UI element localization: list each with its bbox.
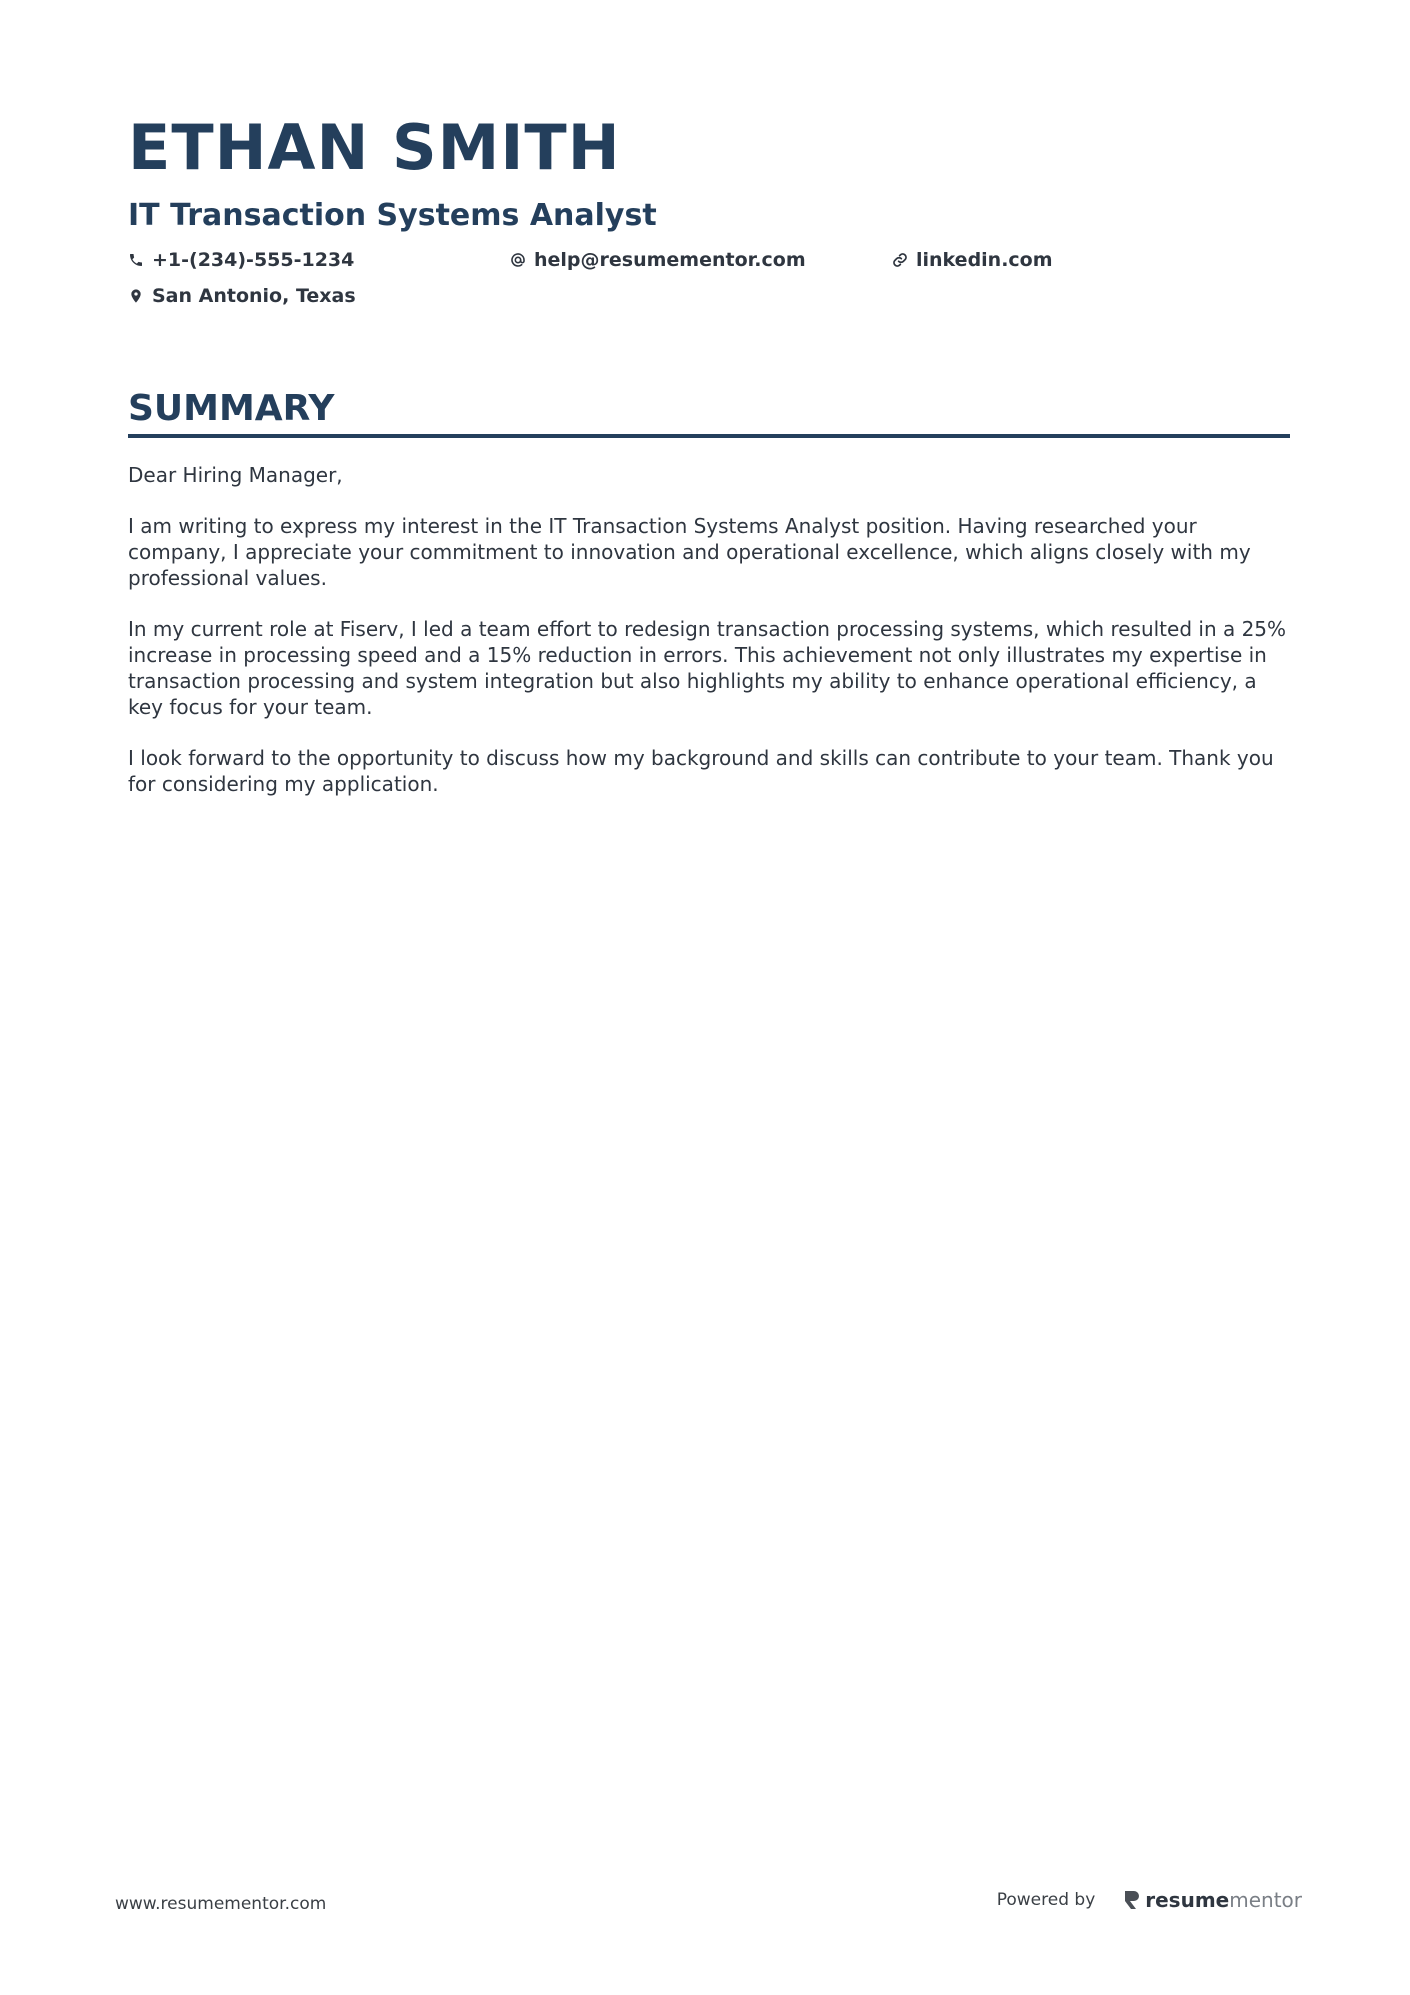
powered-by-label: Powered by (996, 1890, 1096, 1910)
at-icon (510, 252, 526, 268)
body-paragraph: I am writing to express my interest in the IT Transaction Systems Analyst position. Having researched your company, I appreciate your commitment to innovation and operational excellence, which aligns closely with my professional values. (128, 514, 1251, 590)
brand-name-bold: resume (1145, 1888, 1230, 1912)
job-title: IT Transaction Systems Analyst (128, 198, 657, 233)
body-paragraph: I look forward to the opportunity to discuss how my background and skills can contribute to your team. Thank you for considering my application. (128, 746, 1274, 796)
section-divider (128, 434, 1290, 438)
brand-logo[interactable] (1123, 1888, 1302, 1912)
contact-email[interactable] (510, 246, 806, 274)
phone-icon (128, 252, 144, 268)
candidate-name: ETHAN SMITH (128, 111, 621, 184)
contact-linkedin[interactable] (892, 246, 1053, 274)
letter-body (128, 462, 1290, 797)
brand-mark-icon (1123, 1889, 1141, 1911)
contact-phone (128, 246, 354, 274)
phone-text: +1-(234)-555-1234 (152, 249, 355, 271)
header (128, 108, 1288, 322)
body-paragraph: In my current role at Fiserv, I led a team effort to redesign transaction processing systems, which resulted in a 25% increase in processing speed and a 15% reduction in errors. This achievement not only illustrates my expertise in transaction processing and system integration but also highlights my ability to enhance operational efficiency, a key focus for your team. (128, 617, 1287, 719)
linkedin-text[interactable]: linkedin.com (916, 249, 1053, 271)
location-text: San Antonio, Texas (152, 285, 356, 307)
footer-branding (997, 1888, 1302, 1912)
link-icon (892, 252, 908, 268)
salutation: Dear Hiring Manager, (128, 463, 343, 487)
contact-info (128, 246, 1288, 322)
section-heading: SUMMARY (128, 388, 335, 429)
contact-location (128, 282, 356, 310)
summary-section (128, 386, 1290, 822)
location-pin-icon (128, 288, 144, 304)
brand-name-light: mentor (1229, 1888, 1302, 1912)
footer-website[interactable]: www.resumementor.com (115, 1894, 327, 1914)
email-text[interactable]: help@resumementor.com (534, 249, 806, 271)
